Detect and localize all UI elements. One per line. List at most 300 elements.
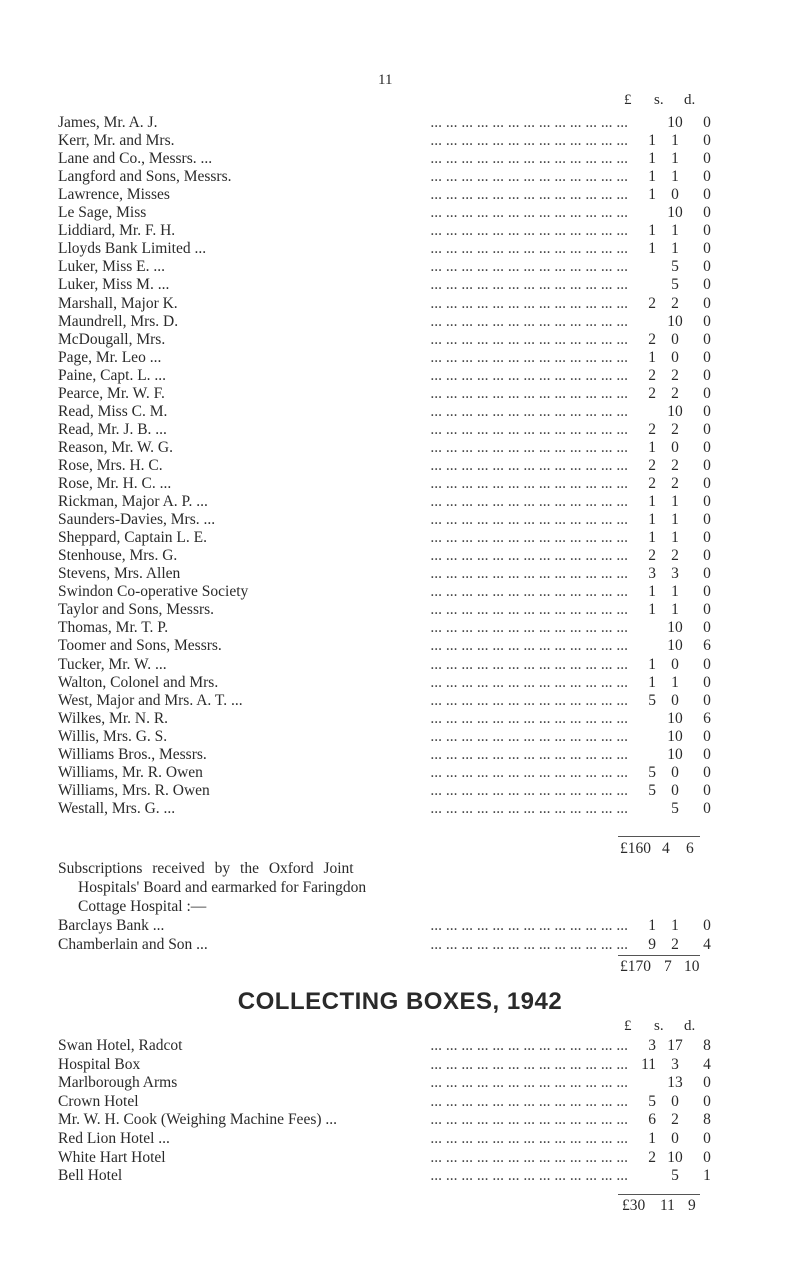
pounds-value: 1 [648, 168, 656, 186]
entry-name: Luker, Miss M. ... [58, 275, 175, 294]
list-item [58, 1148, 748, 1167]
pounds-header: £ [624, 92, 632, 108]
subtotal-rule [618, 836, 700, 837]
entry-name: Williams, Mrs. R. Owen [58, 781, 216, 800]
pence-value: 0 [703, 204, 711, 222]
shillings-value: 5 [671, 1167, 679, 1185]
leader-dots: ... ... ... ... ... ... ... ... ... ... ... ... ... [430, 691, 628, 709]
leader-dots: ... ... ... ... ... ... ... ... ... ... ... ... ... [430, 709, 628, 727]
pence-value: 0 [703, 384, 711, 402]
entry-name: James, Mr. A. J. [58, 113, 163, 132]
entry-name: Walton, Colonel and Mrs. [58, 673, 224, 692]
entry-name: Paine, Capt. L. ... [58, 366, 172, 385]
pence-value: 0 [703, 240, 711, 258]
pence-value: 0 [703, 1074, 711, 1092]
leader-dots: ... ... ... ... ... ... ... ... ... ... ... ... ... [430, 330, 628, 348]
leader-dots: ... ... ... ... ... ... ... ... ... ... ... ... ... [430, 745, 628, 763]
entry-name: Read, Mr. J. B. ... [58, 420, 173, 439]
pence-value: 0 [703, 114, 711, 131]
list-item [58, 636, 748, 655]
shillings-value: 0 [671, 1130, 679, 1147]
leader-dots: ... ... ... ... ... ... ... ... ... ... ... ... ... [430, 917, 628, 934]
pence-value: 0 [703, 511, 711, 529]
pence-value: 6 [703, 637, 711, 655]
shillings-value: 2 [671, 1111, 679, 1129]
list-item [58, 673, 748, 692]
leader-dots: ... ... ... ... ... ... ... ... ... ... ... ... ... [430, 1111, 628, 1129]
leader-dots: ... ... ... ... ... ... ... ... ... ... ... ... ... [430, 294, 628, 312]
list-item [58, 546, 748, 565]
entry-name: Tucker, Mr. W. ... [58, 655, 173, 674]
pence-value: 0 [703, 619, 711, 637]
leader-dots: ... ... ... ... ... ... ... ... ... ... ... ... ... [430, 114, 628, 131]
pence-value: 0 [703, 420, 711, 438]
entry-name: Swan Hotel, Radcot [58, 1036, 188, 1055]
pounds-value: 1 [648, 438, 656, 456]
shillings-value: 2 [671, 294, 679, 312]
entry-name: Wilkes, Mr. N. R. [58, 709, 174, 728]
pence-value: 0 [703, 330, 711, 348]
shillings-value: 1 [671, 132, 679, 150]
list-item [58, 799, 748, 818]
leader-dots: ... ... ... ... ... ... ... ... ... ... ... ... ... [430, 493, 628, 511]
list-item [58, 709, 748, 728]
shillings-value: 17 [667, 1037, 683, 1054]
entry-name: Bell Hotel [58, 1166, 128, 1185]
entry-name: Read, Miss C. M. [58, 402, 173, 421]
shillings-value: 13 [667, 1074, 683, 1092]
leader-dots: ... ... ... ... ... ... ... ... ... ... ... ... ... [430, 420, 628, 438]
shillings-value: 10 [667, 1148, 683, 1166]
leader-dots: ... ... ... ... ... ... ... ... ... ... ... ... ... [430, 150, 628, 168]
entry-name: Taylor and Sons, Messrs. [58, 600, 220, 619]
pence-value: 6 [703, 709, 711, 727]
entry-name: Crown Hotel [58, 1092, 145, 1111]
pounds-value: 1 [648, 673, 656, 691]
entry-name: Le Sage, Miss [58, 203, 152, 222]
leader-dots: ... ... ... ... ... ... ... ... ... ... ... ... ... [430, 312, 628, 330]
pounds-value: 2 [648, 456, 656, 474]
pence-value: 0 [703, 781, 711, 799]
pence-value: 4 [703, 936, 711, 953]
shillings-value: 1 [671, 917, 679, 934]
leader-dots: ... ... ... ... ... ... ... ... ... ... ... ... ... [430, 655, 628, 673]
shillings-value: 0 [671, 691, 679, 709]
pence-value: 1 [703, 1167, 711, 1185]
list-item [58, 691, 748, 710]
shillings-value: 2 [671, 936, 679, 953]
list-item [58, 456, 748, 475]
leader-dots: ... ... ... ... ... ... ... ... ... ... ... ... ... [430, 583, 628, 601]
shillings-value: 2 [671, 475, 679, 492]
list-item [58, 257, 748, 276]
entry-name: Toomer and Sons, Messrs. [58, 636, 228, 655]
pounds-value: 9 [648, 936, 656, 953]
pounds-value: 1 [648, 132, 656, 150]
entry-name: Saunders-Davies, Mrs. ... [58, 510, 221, 529]
leader-dots: ... ... ... ... ... ... ... ... ... ... ... ... ... [430, 727, 628, 745]
entry-name: Barclays Bank ... [58, 916, 170, 935]
shillings-value: 0 [671, 348, 679, 366]
pounds-value: 1 [648, 150, 656, 168]
list-item [58, 149, 748, 168]
shillings-value: 1 [671, 240, 679, 258]
pounds-value: 2 [648, 384, 656, 402]
pence-value: 0 [703, 294, 711, 312]
entry-name: Mr. W. H. Cook (Weighing Machine Fees) ... [58, 1110, 343, 1129]
grand-total-pence: 10 [684, 958, 700, 975]
collecting-total-rule [618, 1194, 700, 1195]
shillings-value: 1 [671, 529, 679, 547]
entry-name: Pearce, Mr. W. F. [58, 384, 171, 403]
collecting-total-pence: 9 [688, 1197, 696, 1214]
list-item [58, 781, 748, 800]
leader-dots: ... ... ... ... ... ... ... ... ... ... ... ... ... [430, 799, 628, 817]
entry-name: Luker, Miss E. ... [58, 257, 171, 276]
leader-dots: ... ... ... ... ... ... ... ... ... ... ... ... ... [430, 601, 628, 619]
pence-value: 0 [703, 547, 711, 565]
pounds-value: 1 [648, 186, 656, 204]
list-item [58, 185, 748, 204]
pence-value: 0 [703, 493, 711, 511]
list-item [58, 1073, 748, 1092]
shillings-header: s. [654, 92, 664, 108]
pounds-value: 2 [648, 547, 656, 565]
pence-value: 0 [703, 745, 711, 763]
pence-value: 0 [703, 1148, 711, 1166]
shillings-value: 5 [671, 276, 679, 294]
list-item [58, 582, 748, 601]
entry-name: Marlborough Arms [58, 1073, 183, 1092]
list-item [58, 294, 748, 313]
list-item [58, 618, 748, 637]
list-item [58, 221, 748, 240]
shillings-value: 5 [671, 799, 679, 817]
list-item [58, 564, 748, 583]
pence-value: 0 [703, 565, 711, 583]
pounds-value: 1 [648, 601, 656, 619]
leader-dots: ... ... ... ... ... ... ... ... ... ... ... ... ... [430, 132, 628, 150]
entry-name: Page, Mr. Leo ... [58, 348, 167, 367]
list-item [58, 727, 748, 746]
entry-name: Kerr, Mr. and Mrs. [58, 131, 180, 150]
shillings-value: 1 [671, 583, 679, 601]
pounds-value: 1 [648, 240, 656, 258]
shillings-value: 2 [671, 456, 679, 474]
entry-name: Rose, Mrs. H. C. [58, 456, 169, 475]
shillings-value: 10 [667, 402, 683, 420]
shillings-value: 1 [671, 222, 679, 240]
pence-value: 0 [703, 402, 711, 420]
earmarked-line-1: Subscriptions received by the Oxford Joint [58, 860, 354, 877]
shillings-value: 2 [671, 547, 679, 565]
leader-dots: ... ... ... ... ... ... ... ... ... ... ... ... ... [430, 511, 628, 529]
entry-name: Sheppard, Captain L. E. [58, 528, 213, 547]
shillings-value: 3 [671, 565, 679, 583]
shillings-value: 10 [667, 204, 683, 222]
leader-dots: ... ... ... ... ... ... ... ... ... ... ... ... ... [430, 547, 628, 565]
list-item [58, 384, 748, 403]
pence-value: 0 [703, 222, 711, 240]
list-item [58, 935, 748, 954]
subtotal-pounds: £160 [620, 840, 651, 857]
entry-name: Rose, Mr. H. C. ... [58, 474, 177, 493]
list-item [58, 1036, 748, 1055]
entry-name: Westall, Mrs. G. ... [58, 799, 181, 818]
pence-value: 0 [703, 150, 711, 168]
entry-name: Willis, Mrs. G. S. [58, 727, 173, 746]
pounds-value: 1 [648, 1130, 656, 1147]
shillings-value: 1 [671, 601, 679, 619]
list-item [58, 1110, 748, 1129]
collecting-pounds-header: £ [624, 1018, 632, 1034]
leader-dots: ... ... ... ... ... ... ... ... ... ... ... ... ... [430, 402, 628, 420]
pounds-value: 2 [648, 330, 656, 348]
shillings-value: 10 [667, 709, 683, 727]
collecting-boxes-title: COLLECTING BOXES, 1942 [237, 988, 563, 1015]
grand-total-shillings: 7 [664, 958, 672, 975]
earmarked-line-2: Hospitals' Board and earmarked for Faringdon [78, 879, 367, 896]
leader-dots: ... ... ... ... ... ... ... ... ... ... ... ... ... [430, 348, 628, 366]
pounds-value: 1 [648, 917, 656, 934]
pounds-value: 1 [648, 493, 656, 511]
shillings-value: 0 [671, 438, 679, 456]
pence-value: 0 [703, 763, 711, 781]
shillings-value: 10 [667, 745, 683, 763]
list-item [58, 366, 748, 385]
pence-value: 0 [703, 601, 711, 619]
list-item [58, 203, 748, 222]
shillings-value: 5 [671, 258, 679, 276]
pounds-value: 5 [648, 691, 656, 709]
shillings-value: 2 [671, 366, 679, 384]
entry-name: Chamberlain and Son ... [58, 935, 214, 954]
entry-name: Lawrence, Misses [58, 185, 176, 204]
entry-name: Reason, Mr. W. G. [58, 438, 179, 457]
entry-name: Marshall, Major K. [58, 294, 184, 313]
collecting-total-shillings: 11 [660, 1197, 675, 1214]
shillings-value: 0 [671, 1092, 679, 1110]
list-item [58, 330, 748, 349]
pence-value: 0 [703, 691, 711, 709]
leader-dots: ... ... ... ... ... ... ... ... ... ... ... ... ... [430, 673, 628, 691]
entry-name: Williams Bros., Messrs. [58, 745, 213, 764]
shillings-value: 10 [667, 312, 683, 330]
list-item [58, 763, 748, 782]
list-item [58, 1092, 748, 1111]
leader-dots: ... ... ... ... ... ... ... ... ... ... ... ... ... [430, 619, 628, 637]
leader-dots: ... ... ... ... ... ... ... ... ... ... ... ... ... [430, 1130, 628, 1147]
leader-dots: ... ... ... ... ... ... ... ... ... ... ... ... ... [430, 366, 628, 384]
pounds-value: 2 [648, 420, 656, 438]
leader-dots: ... ... ... ... ... ... ... ... ... ... ... ... ... [430, 222, 628, 240]
entry-name: Liddiard, Mr. F. H. [58, 221, 181, 240]
collecting-shillings-header: s. [654, 1018, 664, 1034]
leader-dots: ... ... ... ... ... ... ... ... ... ... ... ... ... [430, 936, 628, 953]
shillings-value: 1 [671, 673, 679, 691]
pounds-value: 2 [648, 294, 656, 312]
pence-value: 0 [703, 1092, 711, 1110]
pence-value: 0 [703, 366, 711, 384]
entry-name: Swindon Co-operative Society [58, 582, 254, 601]
leader-dots: ... ... ... ... ... ... ... ... ... ... ... ... ... [430, 637, 628, 655]
leader-dots: ... ... ... ... ... ... ... ... ... ... ... ... ... [430, 763, 628, 781]
pounds-value: 1 [648, 583, 656, 601]
entry-name: Thomas, Mr. T. P. [58, 618, 174, 637]
shillings-value: 1 [671, 168, 679, 186]
pounds-value: 2 [648, 366, 656, 384]
leader-dots: ... ... ... ... ... ... ... ... ... ... ... ... ... [430, 1092, 628, 1110]
subtotal-shillings: 4 [662, 840, 670, 857]
subtotal-pence: 6 [686, 840, 694, 857]
list-item [58, 167, 748, 186]
pence-value: 8 [703, 1037, 711, 1054]
shillings-value: 0 [671, 781, 679, 799]
shillings-value: 1 [671, 150, 679, 168]
pence-value: 0 [703, 168, 711, 186]
pence-value: 0 [703, 529, 711, 547]
shillings-value: 3 [671, 1055, 679, 1073]
leader-dots: ... ... ... ... ... ... ... ... ... ... ... ... ... [430, 1148, 628, 1166]
list-item [58, 438, 748, 457]
entry-name: West, Major and Mrs. A. T. ... [58, 691, 249, 710]
pounds-value: 5 [648, 763, 656, 781]
entry-name: Hospital Box [58, 1055, 146, 1074]
leader-dots: ... ... ... ... ... ... ... ... ... ... ... ... ... [430, 475, 628, 492]
list-item [58, 528, 748, 547]
shillings-value: 0 [671, 330, 679, 348]
leader-dots: ... ... ... ... ... ... ... ... ... ... ... ... ... [430, 168, 628, 186]
entry-name: Lloyds Bank Limited ... [58, 239, 212, 258]
list-item [58, 492, 748, 511]
list-item [58, 655, 748, 674]
pounds-value: 1 [648, 511, 656, 529]
shillings-value: 10 [667, 727, 683, 745]
shillings-value: 0 [671, 186, 679, 204]
entry-name: White Hart Hotel [58, 1148, 172, 1167]
list-item [58, 510, 748, 529]
pence-value: 0 [703, 475, 711, 492]
pence-value: 0 [703, 276, 711, 294]
list-item [58, 916, 748, 935]
pounds-value: 1 [648, 529, 656, 547]
list-item [58, 239, 748, 258]
earmarked-line-3: Cottage Hospital :— [78, 898, 207, 915]
grand-total-rule [618, 955, 700, 956]
pounds-value: 1 [648, 222, 656, 240]
list-item [58, 1129, 748, 1148]
leader-dots: ... ... ... ... ... ... ... ... ... ... ... ... ... [430, 565, 628, 583]
entry-name: Langford and Sons, Messrs. [58, 167, 238, 186]
leader-dots: ... ... ... ... ... ... ... ... ... ... ... ... ... [430, 1074, 628, 1092]
pence-value: 8 [703, 1111, 711, 1129]
pence-value: 0 [703, 655, 711, 673]
entry-name: Williams, Mr. R. Owen [58, 763, 209, 782]
leader-dots: ... ... ... ... ... ... ... ... ... ... ... ... ... [430, 186, 628, 204]
list-item [58, 402, 748, 421]
leader-dots: ... ... ... ... ... ... ... ... ... ... ... ... ... [430, 258, 628, 276]
pounds-value: 6 [648, 1111, 656, 1129]
shillings-value: 10 [667, 637, 683, 655]
entry-name: Stevens, Mrs. Allen [58, 564, 186, 583]
pence-value: 0 [703, 917, 711, 934]
leader-dots: ... ... ... ... ... ... ... ... ... ... ... ... ... [430, 1167, 628, 1185]
pence-value: 0 [703, 727, 711, 745]
list-item [58, 348, 748, 367]
entry-name: Lane and Co., Messrs. ... [58, 149, 218, 168]
pence-value: 0 [703, 456, 711, 474]
pence-header: d. [684, 92, 696, 108]
shillings-value: 2 [671, 420, 679, 438]
pounds-value: 11 [641, 1055, 656, 1073]
pounds-value: 2 [648, 475, 656, 492]
pence-value: 0 [703, 583, 711, 601]
pence-value: 0 [703, 258, 711, 276]
leader-dots: ... ... ... ... ... ... ... ... ... ... ... ... ... [430, 438, 628, 456]
pounds-value: 5 [648, 1092, 656, 1110]
list-item [58, 474, 748, 493]
entry-name: Rickman, Major A. P. ... [58, 492, 214, 511]
shillings-value: 1 [671, 493, 679, 511]
leader-dots: ... ... ... ... ... ... ... ... ... ... ... ... ... [430, 529, 628, 547]
collecting-pence-header: d. [684, 1018, 696, 1034]
pence-value: 0 [703, 132, 711, 150]
list-item [58, 312, 748, 331]
leader-dots: ... ... ... ... ... ... ... ... ... ... ... ... ... [430, 384, 628, 402]
pence-value: 4 [703, 1055, 711, 1073]
leader-dots: ... ... ... ... ... ... ... ... ... ... ... ... ... [430, 456, 628, 474]
pence-value: 0 [703, 186, 711, 204]
pence-value: 0 [703, 1130, 711, 1147]
leader-dots: ... ... ... ... ... ... ... ... ... ... ... ... ... [430, 276, 628, 294]
leader-dots: ... ... ... ... ... ... ... ... ... ... ... ... ... [430, 1055, 628, 1073]
shillings-value: 1 [671, 511, 679, 529]
pounds-value: 1 [648, 348, 656, 366]
collecting-total-pounds: £30 [622, 1197, 646, 1214]
leader-dots: ... ... ... ... ... ... ... ... ... ... ... ... ... [430, 204, 628, 222]
leader-dots: ... ... ... ... ... ... ... ... ... ... ... ... ... [430, 1037, 628, 1054]
list-item [58, 131, 748, 150]
shillings-value: 2 [671, 384, 679, 402]
entry-name: McDougall, Mrs. [58, 330, 171, 349]
leader-dots: ... ... ... ... ... ... ... ... ... ... ... ... ... [430, 240, 628, 258]
shillings-value: 10 [667, 114, 683, 131]
shillings-value: 0 [671, 655, 679, 673]
list-item [58, 1055, 748, 1074]
grand-total-pounds: £170 [620, 958, 651, 975]
entry-name: Stenhouse, Mrs. G. [58, 546, 183, 565]
page-number: 11 [378, 72, 393, 88]
shillings-value: 0 [671, 763, 679, 781]
list-item [58, 745, 748, 764]
pence-value: 0 [703, 312, 711, 330]
pence-value: 0 [703, 348, 711, 366]
leader-dots: ... ... ... ... ... ... ... ... ... ... ... ... ... [430, 781, 628, 799]
entry-name: Maundrell, Mrs. D. [58, 312, 184, 331]
list-item [58, 1166, 748, 1185]
list-item [58, 113, 748, 132]
earmarked-paragraph [58, 859, 528, 916]
list-item [58, 275, 748, 294]
pence-value: 0 [703, 673, 711, 691]
pence-value: 0 [703, 799, 711, 817]
list-item [58, 420, 748, 439]
pounds-value: 3 [648, 565, 656, 583]
pounds-value: 5 [648, 781, 656, 799]
pounds-value: 3 [648, 1037, 656, 1054]
pounds-value: 1 [648, 655, 656, 673]
pounds-value: 2 [648, 1148, 656, 1166]
